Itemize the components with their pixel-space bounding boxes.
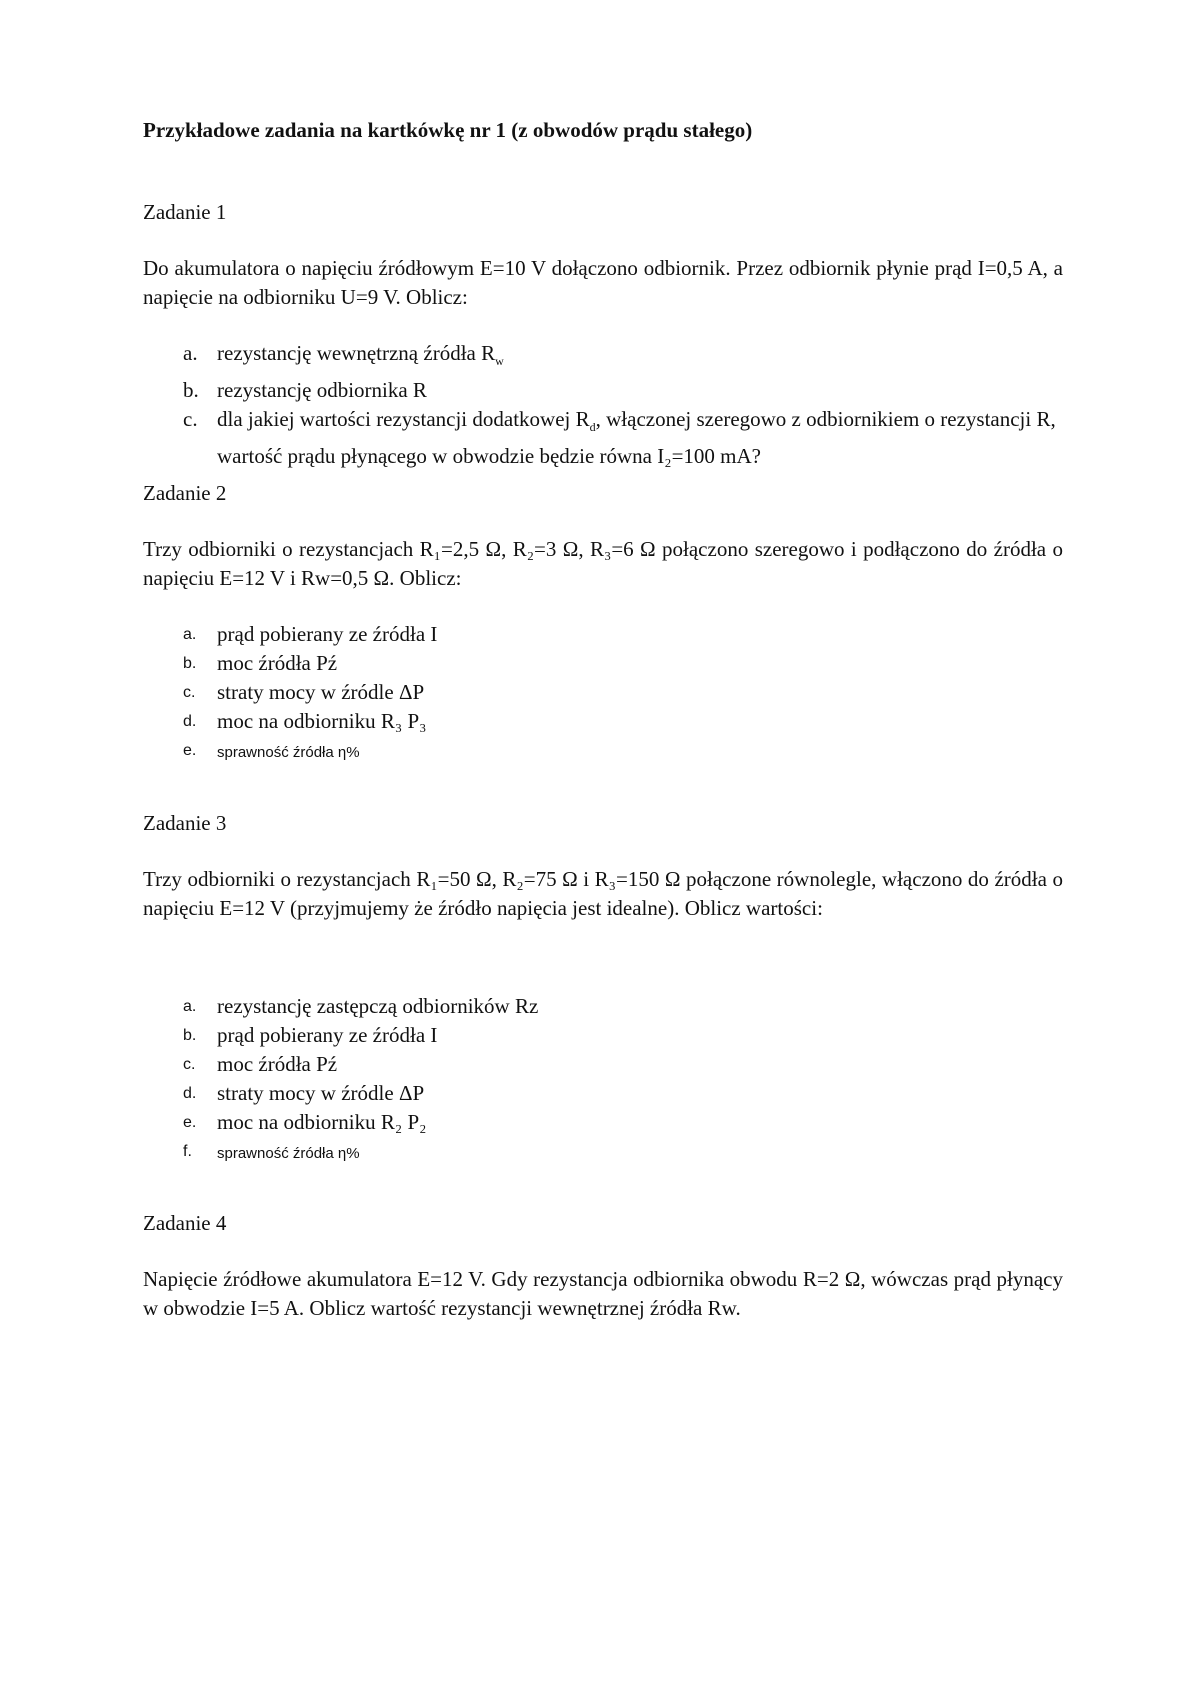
list-item (183, 1079, 1063, 1108)
list-marker: a. (183, 998, 197, 1015)
task-2-heading: Zadanie 2 (143, 481, 227, 505)
subscript: w (495, 354, 504, 369)
list-item (183, 1021, 1063, 1050)
list-marker: b. (183, 655, 197, 672)
task-4-text: Napięcie źródłowe akumulatora E=12 V. Gdy rezystancja odbiornika obwodu R=2 Ω, wówczas prąd płynący w obwodzie I=5 A. Oblicz wartość rezystancji wewnętrznej źródła Rw. (143, 1267, 1063, 1320)
task-3-text: Trzy odbiorniki o rezystancjach R₁=50 Ω, R₂=75 Ω i R₃=150 Ω połączone równolegle, włączono do źródła o napięciu E=12 V (przyjmujemy że źródło napięcia jest idealne). Oblicz wartości: (143, 867, 1063, 920)
list-marker: d. (183, 713, 197, 730)
list-item-text: moc źródła Pź (217, 1052, 338, 1076)
list-marker: e. (183, 1114, 197, 1131)
task-1-list (183, 339, 1063, 471)
list-marker: b. (183, 1027, 197, 1044)
list-marker: a. (183, 341, 198, 365)
task-2-text: Trzy odbiorniki o rezystancjach R₁=2,5 Ω, R₂=3 Ω, R₃=6 Ω połączono szeregowo i podłączono do źródła o napięciu E=12 V i Rw=0,5 Ω. Oblicz: (143, 537, 1063, 590)
list-item-text: prąd pobierany ze źródła I (217, 1023, 438, 1047)
list-item-text: dla jakiej wartości rezystancji dodatkowej R (217, 407, 590, 432)
task-1-text: Do akumulatora o napięciu źródłowym E=10 V dołączono odbiornik. Przez odbiornik płynie prąd I=0,5 A, a napięcie na odbiorniku U=9 V. Oblicz: (143, 256, 1063, 309)
list-item (183, 339, 1063, 376)
task-3-list (183, 992, 1063, 1168)
list-item-text: moc źródła Pź (217, 651, 338, 675)
list-item-text: straty mocy w źródle ΔP (217, 680, 425, 704)
list-item-text: rezystancję zastępczą odbiorników Rz (217, 994, 539, 1018)
list-item (183, 992, 1063, 1021)
list-marker: d. (183, 1085, 197, 1102)
list-item (183, 405, 1063, 471)
task-2-list (183, 620, 1063, 767)
subscript: d (589, 420, 596, 435)
list-marker: a. (183, 626, 197, 643)
list-item (183, 1137, 1063, 1168)
task-3-heading: Zadanie 3 (143, 811, 227, 835)
list-marker: c. (183, 1056, 196, 1073)
task-4-heading: Zadanie 4 (143, 1211, 227, 1235)
list-item-text: rezystancję odbiornika R (217, 378, 427, 403)
list-item (183, 1108, 1063, 1137)
list-item (183, 376, 1063, 405)
list-marker: b. (183, 378, 199, 403)
list-item (183, 1050, 1063, 1079)
list-item-text: rezystancję wewnętrzną źródła R (217, 341, 496, 365)
list-item (183, 736, 1063, 767)
list-item-text: sprawność źródła η% (217, 744, 360, 761)
list-item-text: moc na odbiorniku R₂ P₂ (217, 1110, 427, 1134)
list-marker: f. (183, 1143, 192, 1160)
list-item-text: sprawność źródła η% (217, 1145, 360, 1162)
list-item (183, 620, 1063, 649)
list-item (183, 649, 1063, 678)
list-item (183, 678, 1063, 707)
list-marker: c. (183, 407, 198, 432)
task-1-heading: Zadanie 1 (143, 200, 227, 224)
list-item-text: prąd pobierany ze źródła I (217, 622, 438, 646)
list-item (183, 707, 1063, 736)
list-marker: c. (183, 684, 196, 701)
list-marker: e. (183, 742, 197, 759)
list-item-tail: , włączonej szeregowo z odbiornikiem o rezystancji R, wartość prądu płynącego w obwodzie będzie równa I₂=100 mA? (217, 407, 1056, 469)
list-item-text: moc na odbiorniku R₃ P₃ (217, 709, 427, 733)
document-title: Przykładowe zadania na kartkówkę nr 1 (z obwodów prądu stałego) (143, 118, 753, 142)
list-item-text: straty mocy w źródle ΔP (217, 1081, 425, 1105)
